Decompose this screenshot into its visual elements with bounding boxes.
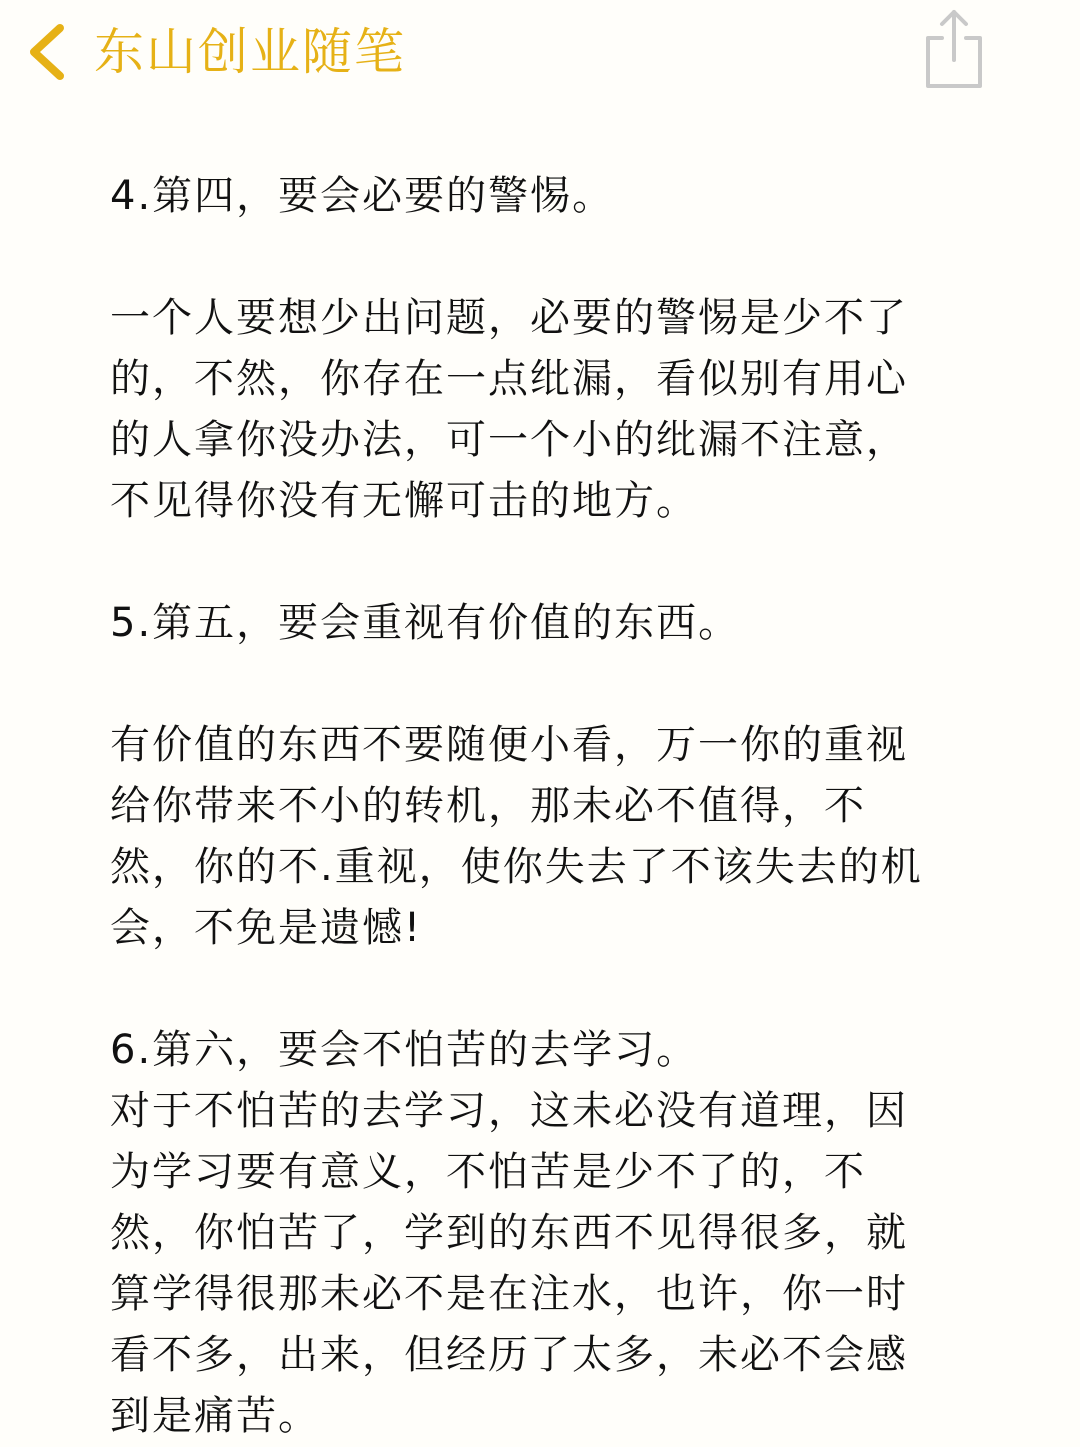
note-line: 然，你的不.重视，使你失去了不该失去的机 [110,844,923,890]
note-line: 到是痛苦。 [110,1393,320,1439]
note-title: 东山创业随笔 [94,23,406,81]
note-line: 的，不然，你存在一点纰漏，看似别有用心 [110,356,908,402]
blank-line [110,654,970,715]
note-line: 6.第六，要会不怕苦的去学习。 [110,1027,699,1073]
note-line: 5.第五，要会重视有价值的东西。 [110,600,741,646]
chevron-left-icon [22,20,70,84]
note-line: 的人拿你没办法，可一个小的纰漏不注意， [110,417,908,463]
share-button[interactable] [918,6,990,90]
note-line: 不见得你没有无懈可击的地方。 [110,478,698,524]
back-button[interactable] [22,16,406,88]
blank-line [110,959,970,1020]
navigation-bar [0,0,1080,110]
note-line: 4.第四，要会必要的警惕。 [110,173,615,219]
note-body[interactable] [110,166,970,1447]
note-line: 一个人要想少出问题，必要的警惕是少不了 [110,295,908,341]
share-icon [918,6,990,90]
note-line: 看不多，出来，但经历了太多，未必不会感 [110,1332,908,1378]
note-line: 有价值的东西不要随便小看，万一你的重视 [110,722,908,768]
blank-line [110,227,970,288]
note-line: 对于不怕苦的去学习，这未必没有道理，因 [110,1088,908,1134]
note-line: 给你带来不小的转机，那未必不值得，不 [110,783,866,829]
note-line: 为学习要有意义，不怕苦是少不了的，不 [110,1149,866,1195]
note-line: 算学得很那未必不是在注水，也许，你一时 [110,1271,908,1317]
note-line: 然，你怕苦了，学到的东西不见得很多，就 [110,1210,908,1256]
blank-line [110,532,970,593]
note-line: 会，不免是遗憾! [110,905,423,951]
